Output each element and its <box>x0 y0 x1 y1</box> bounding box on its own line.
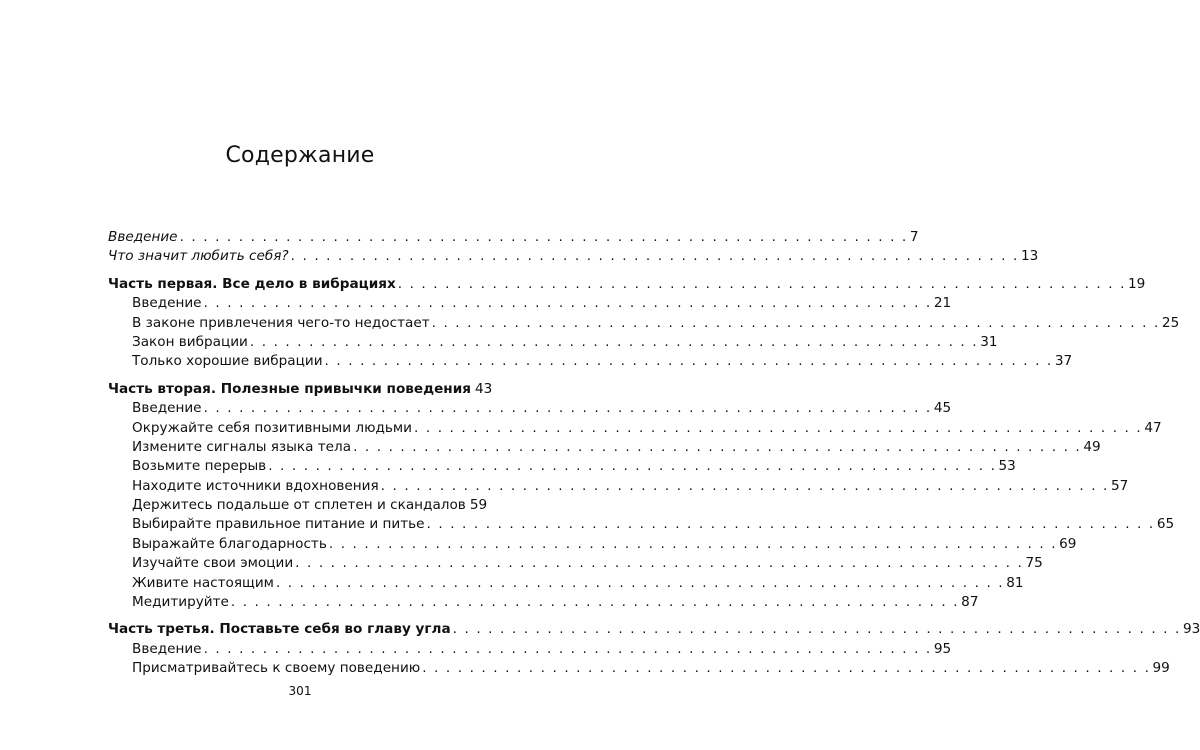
toc-chapter-page: 45 <box>933 400 952 417</box>
dot-leader: . . . . . . . . . . . . . . . . . . . . . . . . . . . . . . . . . . . . . . . . . . . . . . . . . . . . . . . . . . . . . . <box>203 640 932 657</box>
toc-chapter-label: Закон вибрации <box>132 333 248 350</box>
dot-leader: . . . . . . . . . . . . . . . . . . . . . . . . . . . . . . . . . . . . . . . . . . . . . . . . . . . . . . . . . . . . . . <box>324 353 1053 370</box>
dot-leader: . . . . . . . . . . . . . . . . . . . . . . . . . . . . . . . . . . . . . . . . . . . . . . . . . . . . . . . . . . . . . . <box>179 229 908 245</box>
toc-chapter-label: Возьмите перерыв <box>132 458 267 475</box>
dot-leader: . . . . . . . . . . . . . . . . . . . . . . . . . . . . . . . . . . . . . . . . . . . . . . . . . . . . . . . . . . . . . . <box>295 555 1024 572</box>
toc-chapter-page: 75 <box>1025 555 1043 572</box>
toc-chapter-label: Только хорошие вибрации <box>132 353 323 370</box>
toc-part-page: 43 <box>474 380 493 397</box>
toc-chapter-page: 31 <box>980 333 998 350</box>
toc-part-page: 19 <box>1128 275 1146 292</box>
dot-leader: . . . . . . . . . . . . . . . . . . . . . . . . . . . . . . . . . . . . . . . . . . . . . . . . . . . . . . . . . . . . . . <box>397 275 1127 292</box>
toc-chapter-page: 37 <box>1054 353 1073 370</box>
dot-leader: . . . . . . . . . . . . . . . . . . . . . . . . . . . . . . . . . . . . . . . . . . . . . . . . . . . . . . . . . . . . . . <box>230 594 960 611</box>
dot-leader: . . . . . . . . . . . . . . . . . . . . . . . . . . . . . . . . . . . . . . . . . . . . . . . . . . . . . . . . . . . . . . <box>353 438 1082 455</box>
toc-entry-label: Что значит любить себя? <box>108 248 289 265</box>
toc-entry-intro[interactable] <box>108 228 919 247</box>
toc-chapter-label: Выражайте благодарность <box>132 535 327 552</box>
toc-chapter[interactable] <box>108 554 1043 573</box>
toc-chapter[interactable] <box>108 496 488 515</box>
toc-chapter-page: 87 <box>961 594 979 611</box>
toc-chapter[interactable] <box>108 477 1129 496</box>
dot-leader: . . . . . . . . . . . . . . . . . . . . . . . . . . . . . . . . . . . . . . . . . . . . . . . . . . . . . . . . . . . . . . <box>203 400 932 417</box>
toc-chapter-label: Держитесь подальше от сплетен и скандалов <box>132 497 466 514</box>
toc-chapter[interactable] <box>108 574 1024 593</box>
toc-chapter[interactable] <box>108 438 1101 457</box>
toc-part-title: Часть вторая. Полезные привычки поведения <box>108 380 471 397</box>
toc-chapter-label: Окружайте себя позитивными людьми <box>132 419 413 436</box>
dot-leader: . . . . . . . . . . . . . . . . . . . . . . . . . . . . . . . . . . . . . . . . . . . . . . . . . . . . . . . . . . . . . . <box>290 248 1019 265</box>
toc-chapter-label: Находите источники вдохновения <box>132 477 379 494</box>
toc-chapter[interactable] <box>108 515 1175 534</box>
toc-chapter-page: 99 <box>1152 660 1170 677</box>
toc-chapter-page: 81 <box>1006 574 1024 591</box>
toc-chapter-page: 25 <box>1161 314 1180 331</box>
toc-entry-page: 13 <box>1020 248 1039 265</box>
dot-leader: . . . . . . . . . . . . . . . . . . . . . . . . . . . . . . . . . . . . . . . . . . . . . . . . . . . . . . . . . . . . . . <box>422 660 1151 677</box>
dot-leader: . . . . . . . . . . . . . . . . . . . . . . . . . . . . . . . . . . . . . . . . . . . . . . . . . . . . . . . . . . . . . . <box>452 621 1181 638</box>
toc-part-title: Часть первая. Все дело в вибрациях <box>108 275 396 292</box>
toc-chapter[interactable] <box>108 314 1180 333</box>
toc-chapter-page: 21 <box>933 295 952 312</box>
dot-leader: . . . . . . . . . . . . . . . . . . . . . . . . . . . . . . . . . . . . . . . . . . . . . . . . . . . . . . . . . . . . . . <box>275 574 1005 591</box>
toc-part-1[interactable] <box>108 275 1146 294</box>
toc-part-page: 93 <box>1182 621 1200 638</box>
dot-leader: . . . . . . . . . . . . . . . . . . . . . . . . . . . . . . . . . . . . . . . . . . . . . . . . . . . . . . . . . . . . . . <box>249 333 979 350</box>
toc-chapter-label: В законе привлечения чего-то недостает <box>132 314 430 331</box>
dot-leader: . . . . . . . . . . . . . . . . . . . . . . . . . . . . . . . . . . . . . . . . . . . . . . . . . . . . . . . . . . . . . . <box>268 458 997 475</box>
page-title: Содержание <box>225 143 375 168</box>
dot-leader: . . . . . . . . . . . . . . . . . . . . . . . . . . . . . . . . . . . . . . . . . . . . . . . . . . . . . . . . . . . . . . <box>426 516 1155 533</box>
toc-chapter-page: 65 <box>1156 516 1175 533</box>
toc-chapter[interactable] <box>108 457 1016 476</box>
toc-chapter[interactable] <box>108 593 979 612</box>
toc-chapter-label: Введение <box>132 640 202 657</box>
toc-chapter-label: Медитируйте <box>132 594 229 611</box>
dot-leader: . . . . . . . . . . . . . . . . . . . . . . . . . . . . . . . . . . . . . . . . . . . . . . . . . . . . . . . . . . . . . . <box>431 314 1160 331</box>
toc-part-3[interactable] <box>108 620 1200 639</box>
toc-entry-label: Введение <box>108 229 178 245</box>
toc-chapter-label: Живите настоящим <box>132 574 274 591</box>
toc-entry-what-love-self[interactable] <box>108 247 1039 266</box>
toc-part-2[interactable] <box>108 380 493 399</box>
toc-chapter-page: 59 <box>469 497 488 514</box>
toc-chapter-label: Изучайте свои эмоции <box>132 555 294 572</box>
toc-chapter-page: 69 <box>1059 535 1077 552</box>
toc-chapter-page: 53 <box>998 458 1016 475</box>
toc-chapter-label: Присматривайтесь к своему поведению <box>132 660 421 677</box>
toc-chapter-page: 49 <box>1083 438 1101 455</box>
toc-entry-page: 7 <box>909 229 919 245</box>
toc-chapter-label: Введение <box>132 295 202 312</box>
dot-leader: . . . . . . . . . . . . . . . . . . . . . . . . . . . . . . . . . . . . . . . . . . . . . . . . . . . . . . . . . . . . . . <box>203 295 932 312</box>
toc-chapter-label: Введение <box>132 400 202 417</box>
toc-chapter[interactable] <box>108 399 952 418</box>
toc-chapter-label: Измените сигналы языка тела <box>132 438 352 455</box>
toc-chapter[interactable] <box>108 535 1077 554</box>
toc-chapter-page: 57 <box>1110 477 1129 494</box>
toc-chapter[interactable] <box>108 640 952 659</box>
dot-leader: . . . . . . . . . . . . . . . . . . . . . . . . . . . . . . . . . . . . . . . . . . . . . . . . . . . . . . . . . . . . . . <box>414 419 1143 436</box>
table-of-contents <box>108 228 1200 679</box>
toc-chapter-page: 47 <box>1144 419 1162 436</box>
toc-chapter[interactable] <box>108 419 1162 438</box>
toc-chapter-page: 95 <box>933 640 952 657</box>
toc-chapter[interactable] <box>108 333 998 352</box>
toc-chapter[interactable] <box>108 352 1073 371</box>
toc-chapter-label: Выбирайте правильное питание и питье <box>132 516 425 533</box>
dot-leader: . . . . . . . . . . . . . . . . . . . . . . . . . . . . . . . . . . . . . . . . . . . . . . . . . . . . . . . . . . . . . . <box>328 535 1058 552</box>
toc-chapter[interactable] <box>108 659 1170 678</box>
page-number: 301 <box>288 684 312 698</box>
dot-leader: . . . . . . . . . . . . . . . . . . . . . . . . . . . . . . . . . . . . . . . . . . . . . . . . . . . . . . . . . . . . . . <box>380 477 1109 494</box>
toc-chapter[interactable] <box>108 294 952 313</box>
toc-part-title: Часть третья. Поставьте себя во главу угла <box>108 621 451 638</box>
